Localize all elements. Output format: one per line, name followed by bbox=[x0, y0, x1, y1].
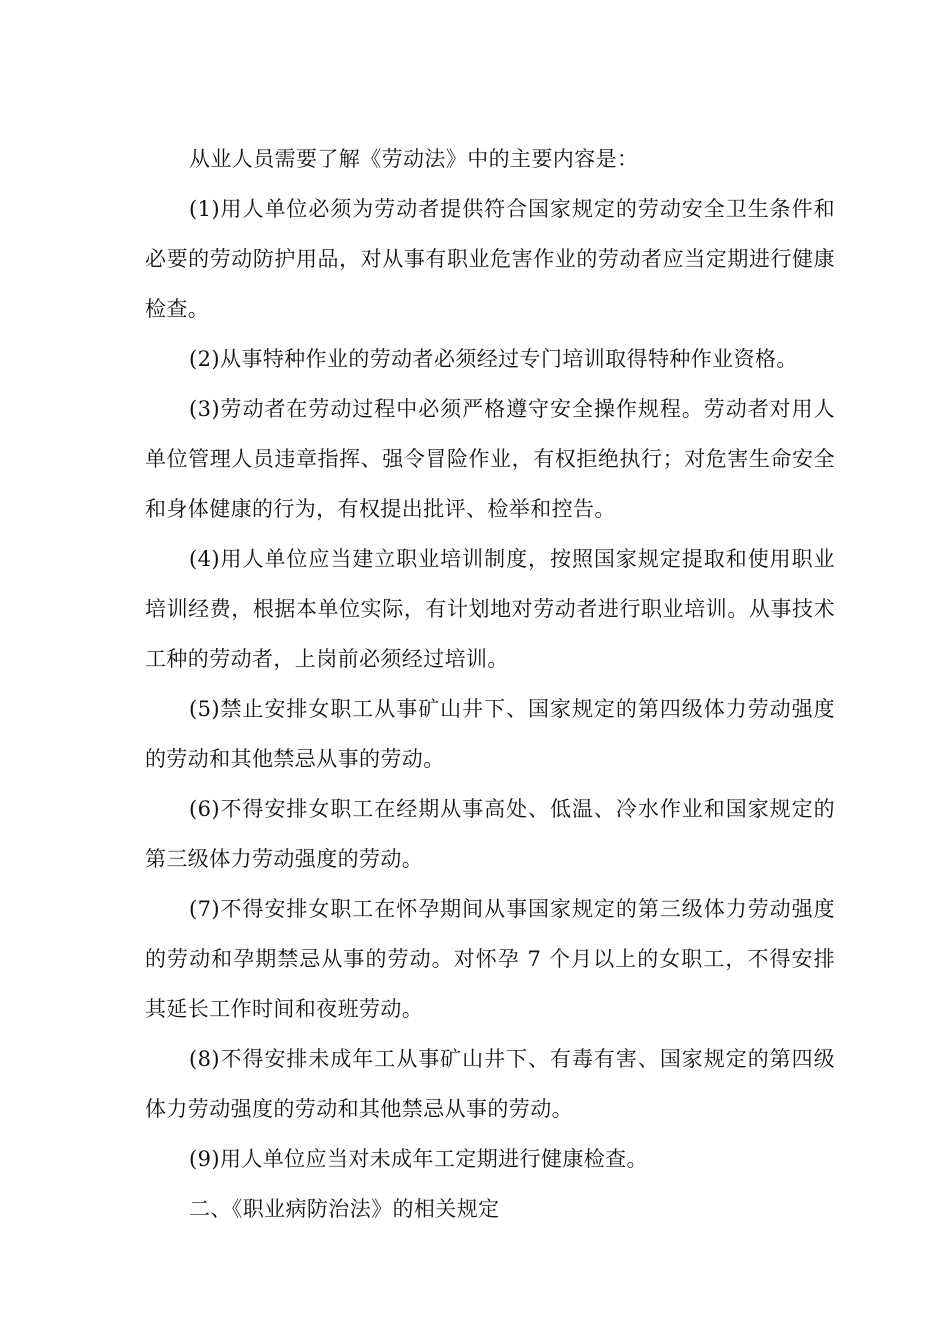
list-item-3: (3)劳动者在劳动过程中必须严格遵守安全操作规程。劳动者对用人单位管理人员违章指挥、强令冒险作业，有权拒绝执行；对危害生命安全和身体健康的行为，有权提出批评、检举和控告。 bbox=[145, 397, 835, 521]
list-item-6: (6)不得安排女职工在经期从事高处、低温、冷水作业和国家规定的第三级体力劳动强度的劳动。 bbox=[145, 797, 835, 871]
section-heading: 二、《职业病防治法》的相关规定 bbox=[189, 1197, 500, 1221]
document-body bbox=[145, 134, 835, 1234]
intro-paragraph: 从业人员需要了解《劳动法》中的主要内容是： bbox=[189, 147, 639, 171]
list-item-1: (1)用人单位必须为劳动者提供符合国家规定的劳动安全卫生条件和必要的劳动防护用品，对从事有职业危害作业的劳动者应当定期进行健康检查。 bbox=[145, 197, 835, 321]
list-item-5: (5)禁止安排女职工从事矿山井下、国家规定的第四级体力劳动强度的劳动和其他禁忌从事的劳动。 bbox=[145, 697, 835, 771]
list-item-4: (4)用人单位应当建立职业培训制度，按照国家规定提取和使用职业培训经费，根据本单位实际，有计划地对劳动者进行职业培训。从事技术工种的劳动者，上岗前必须经过培训。 bbox=[145, 547, 835, 671]
list-item-2: (2)从事特种作业的劳动者必须经过专门培训取得特种作业资格。 bbox=[189, 347, 798, 371]
list-item-9: (9)用人单位应当对未成年工定期进行健康检查。 bbox=[189, 1147, 648, 1171]
list-item-8: (8)不得安排未成年工从事矿山井下、有毒有害、国家规定的第四级体力劳动强度的劳动和其他禁忌从事的劳动。 bbox=[145, 1047, 835, 1121]
list-item-7: (7)不得安排女职工在怀孕期间从事国家规定的第三级体力劳动强度的劳动和孕期禁忌从事的劳动。对怀孕 7 个月以上的女职工，不得安排其延长工作时间和夜班劳动。 bbox=[145, 897, 835, 1021]
